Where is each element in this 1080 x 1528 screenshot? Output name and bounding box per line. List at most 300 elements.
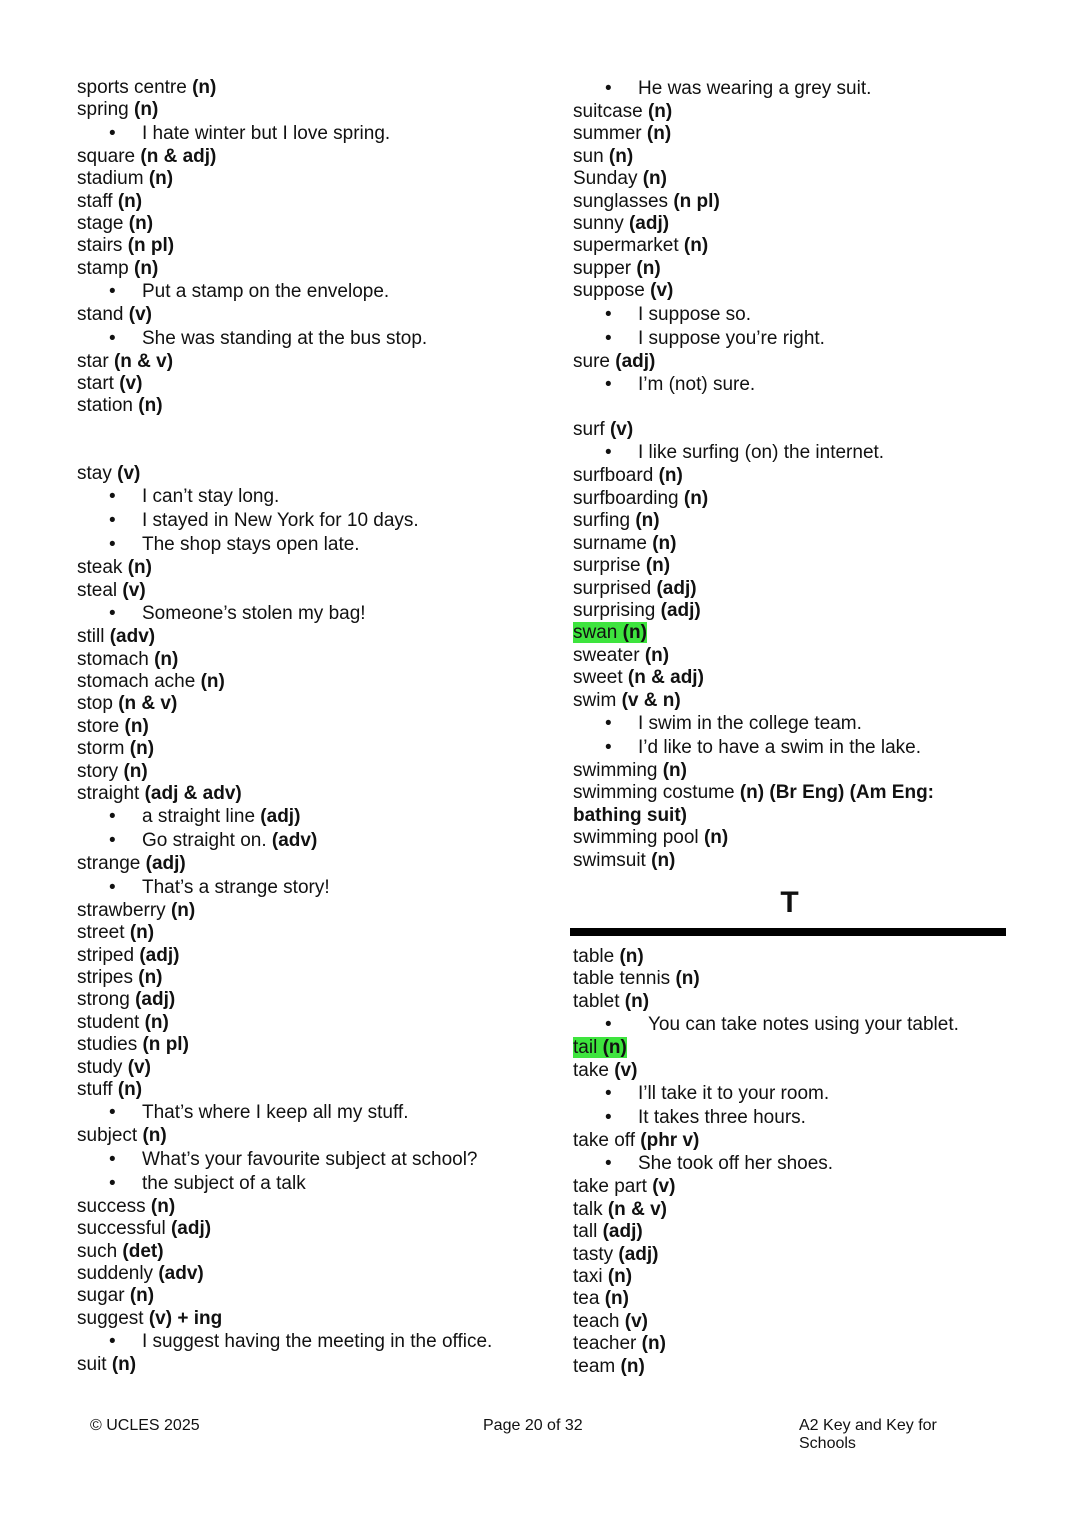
part-of-speech: (v)	[650, 280, 674, 302]
word-text	[573, 280, 673, 301]
word-text	[77, 649, 178, 670]
bullet-icon: •	[605, 1014, 612, 1036]
headword: store	[77, 715, 120, 737]
example-sentence	[77, 1172, 517, 1196]
example-sentence	[77, 509, 517, 533]
example-sentence	[573, 1152, 1013, 1176]
headword: study	[77, 1056, 123, 1078]
word-entry	[573, 667, 1013, 689]
word-text	[573, 168, 667, 189]
headword: stomach	[77, 648, 149, 670]
headword: staff	[77, 190, 113, 212]
bullet-icon: •	[605, 442, 612, 464]
word-entry	[77, 191, 517, 213]
bullet-icon: •	[109, 876, 116, 898]
example-text: I stayed in New York for 10 days.	[142, 510, 419, 532]
word-entry	[573, 1356, 1013, 1378]
part-of-speech: (n)	[148, 168, 174, 190]
part-of-speech: bathing suit)	[573, 804, 687, 826]
example-sentence	[77, 280, 517, 304]
headword: spring	[77, 99, 129, 121]
word-text	[573, 760, 687, 781]
word-entry	[77, 1285, 517, 1307]
word-text	[573, 645, 669, 666]
part-of-speech: (n) (Br Eng) (Am Eng:	[739, 782, 935, 804]
word-text	[573, 1356, 645, 1377]
example-sentence	[573, 1013, 1013, 1037]
headword: suit	[77, 1354, 107, 1376]
footer-copyright: © UCLES 2025	[90, 1417, 200, 1434]
word-text	[77, 1285, 154, 1306]
bullet-icon: •	[605, 736, 612, 758]
word-text	[77, 351, 173, 372]
headword: stuff	[77, 1079, 113, 1100]
word-text	[77, 716, 149, 737]
word-entry	[77, 395, 517, 417]
headword: subject	[77, 1125, 138, 1147]
part-of-speech: (n)	[608, 145, 634, 167]
word-entry	[573, 1037, 1013, 1059]
example-sentence	[573, 1082, 1013, 1106]
headword: stadium	[77, 168, 144, 190]
headword: strange	[77, 853, 141, 875]
word-entry	[573, 533, 1013, 555]
bullet-icon: •	[109, 486, 116, 508]
word-entry	[573, 465, 1013, 487]
headword: stripes	[77, 966, 133, 988]
word-text	[77, 191, 142, 212]
part-of-speech: (n)	[658, 465, 683, 487]
part-of-speech: (n & adj)	[627, 667, 704, 689]
bullet-icon: •	[109, 1148, 116, 1170]
example-sentence	[77, 485, 517, 509]
word-text	[573, 850, 675, 871]
word-text	[77, 1057, 151, 1078]
word-entry	[573, 760, 1013, 782]
example-text: I suppose so.	[638, 303, 752, 325]
example-sentence	[573, 77, 1013, 101]
word-text	[77, 761, 148, 782]
word-entry	[573, 1333, 1013, 1355]
part-of-speech: (n)	[646, 123, 672, 145]
headword: surprise	[573, 555, 641, 577]
part-of-speech: (n)	[142, 1125, 167, 1147]
part-of-speech: (n & adj)	[140, 145, 217, 167]
example-text: I swim in the college team.	[638, 712, 862, 734]
example-text: I’ll take it to your room.	[638, 1083, 830, 1104]
part-of-speech: (n)	[662, 759, 687, 781]
word-text	[573, 782, 934, 803]
bullet-icon: •	[605, 303, 612, 325]
word-text	[573, 191, 720, 212]
part-of-speech: (n)	[123, 760, 148, 782]
headword: steal	[77, 579, 118, 601]
word-entry	[573, 101, 1013, 123]
part-of-speech: (adj)	[615, 350, 656, 372]
part-of-speech: (phr v)	[640, 1130, 700, 1151]
part-of-speech: (n)	[642, 168, 667, 190]
word-text	[77, 1034, 189, 1055]
word-entry	[77, 922, 517, 944]
headword: such	[77, 1240, 118, 1262]
bullet-icon: •	[109, 327, 116, 349]
word-text	[573, 555, 670, 576]
part-of-speech: (n)	[619, 945, 644, 967]
word-text	[77, 580, 146, 601]
word-entry	[573, 213, 1013, 235]
word-entry	[77, 463, 517, 485]
part-of-speech: (n)	[192, 77, 217, 98]
part-of-speech: (v)	[609, 419, 634, 441]
headword: swimsuit	[573, 849, 646, 871]
headword: tail	[573, 1037, 598, 1059]
headword: swimming costume	[573, 782, 735, 804]
example-text: Put a stamp on the envelope.	[142, 281, 390, 303]
word-entry	[77, 1079, 517, 1101]
example-sentence	[573, 736, 1013, 760]
word-entry	[77, 1125, 517, 1147]
example-sentence	[77, 1148, 517, 1172]
footer-title	[799, 1417, 999, 1453]
headword: tall	[573, 1221, 598, 1243]
word-entry	[77, 168, 517, 190]
part-of-speech: (n)	[170, 899, 196, 921]
word-entry	[77, 900, 517, 922]
example-text: She took off her shoes.	[638, 1153, 834, 1175]
headword: studies	[77, 1034, 138, 1056]
headword: storm	[77, 738, 125, 760]
part-of-speech: (v)	[652, 1176, 676, 1198]
word-text	[573, 968, 700, 989]
word-entry	[77, 146, 517, 168]
example-text: I can’t stay long.	[142, 486, 280, 508]
word-text	[77, 626, 155, 647]
headword: street	[77, 922, 125, 944]
headword: surfing	[573, 510, 631, 532]
word-entry	[77, 626, 517, 648]
part-of-speech: (adv)	[109, 626, 156, 648]
part-of-speech: (v)	[614, 1059, 638, 1081]
word-entry	[573, 146, 1013, 168]
word-text	[77, 945, 179, 966]
headword: sure	[573, 350, 610, 372]
headword: stop	[77, 693, 113, 715]
word-text	[573, 101, 672, 122]
headword: table tennis	[573, 968, 671, 990]
headword: stand	[77, 304, 124, 326]
part-of-speech: (n)	[607, 1266, 633, 1288]
word-text	[77, 989, 175, 1010]
word-entry	[573, 191, 1013, 213]
word-text	[573, 510, 660, 531]
headword: sports centre	[77, 77, 187, 98]
example-sentence	[77, 805, 517, 829]
section-letter: T	[780, 885, 799, 919]
part-of-speech: (v)	[128, 304, 152, 326]
part-of-speech: (n)	[134, 99, 159, 121]
part-of-speech: (v)	[624, 1310, 648, 1332]
example-sentence	[573, 441, 1013, 465]
word-text	[77, 146, 216, 167]
word-entry	[573, 1130, 1013, 1152]
word-text	[77, 922, 154, 943]
word-entry	[573, 168, 1013, 190]
headword: swim	[573, 689, 617, 711]
word-text	[573, 235, 708, 256]
word-text	[77, 304, 152, 325]
part-of-speech: (n pl)	[127, 235, 175, 257]
part-of-speech: (n & v)	[607, 1198, 667, 1220]
word-text	[573, 488, 708, 509]
headword: student	[77, 1011, 140, 1033]
word-text	[573, 946, 644, 967]
footer-title-line1: A2 Key and Key for	[799, 1417, 937, 1434]
word-text	[77, 373, 142, 394]
word-text	[77, 1308, 222, 1329]
part-of-speech: (n)	[635, 510, 660, 532]
word-entry	[573, 510, 1013, 532]
part-of-speech: (n)	[644, 644, 670, 666]
bullet-icon: •	[109, 510, 116, 532]
bullet-icon: •	[605, 374, 612, 396]
word-entry	[77, 258, 517, 280]
section-divider	[570, 928, 1006, 936]
word-entry	[573, 235, 1013, 257]
example-sentence	[77, 876, 517, 900]
word-text	[573, 1176, 675, 1197]
bullet-icon: •	[109, 603, 116, 625]
word-entry	[77, 1263, 517, 1285]
bullet-icon: •	[109, 534, 116, 556]
word-text	[77, 463, 140, 484]
example-text: I hate winter but I love spring.	[142, 122, 391, 144]
part-of-speech: (n)	[128, 213, 154, 235]
word-entry	[573, 600, 1013, 622]
example-sentence	[573, 712, 1013, 736]
part-of-speech: (n)	[117, 1079, 143, 1100]
bullet-icon: •	[109, 281, 116, 303]
part-of-speech: (adj)	[602, 1221, 643, 1243]
footer-page-number: Page 20 of 32	[483, 1417, 583, 1434]
word-entry	[573, 555, 1013, 577]
headword: stay	[77, 462, 112, 484]
headword: tasty	[573, 1243, 614, 1265]
word-text	[573, 805, 687, 826]
bullet-icon: •	[109, 1172, 116, 1194]
word-text	[573, 258, 661, 279]
headword: take off	[573, 1130, 635, 1151]
example-sentence	[77, 122, 517, 146]
part-of-speech: (n pl)	[673, 190, 720, 212]
part-of-speech: (n)	[675, 968, 700, 990]
part-of-speech: (det)	[122, 1240, 164, 1262]
word-entry	[77, 557, 517, 579]
headword: square	[77, 145, 136, 167]
part-of-speech: (n)	[134, 257, 159, 279]
word-text	[77, 967, 163, 988]
headword: team	[573, 1355, 616, 1377]
word-entry	[77, 580, 517, 602]
word-entry	[77, 853, 517, 875]
bullet-icon: •	[605, 1153, 612, 1175]
word-entry	[77, 213, 517, 235]
word-text	[77, 77, 216, 98]
example-sentence	[77, 1101, 517, 1125]
word-entry	[77, 1034, 517, 1056]
part-of-speech: (adv)	[158, 1263, 204, 1285]
part-of-speech: (n)	[624, 990, 650, 1012]
headword: surprised	[573, 577, 652, 599]
headword: summer	[573, 123, 642, 145]
word-text	[573, 1060, 637, 1081]
word-text	[77, 557, 152, 578]
part-of-speech: (n)	[200, 670, 225, 692]
word-entry	[77, 649, 517, 671]
headword: sunny	[573, 213, 624, 235]
word-entry	[77, 373, 517, 395]
word-entry	[77, 1012, 517, 1034]
headword: surfboarding	[573, 487, 679, 509]
headword: still	[77, 626, 105, 648]
word-entry	[573, 419, 1013, 441]
word-entry	[573, 351, 1013, 373]
headword: surfboard	[573, 465, 654, 487]
section-header	[573, 872, 1013, 946]
word-text	[77, 395, 163, 416]
headword: Sunday	[573, 168, 638, 190]
word-text	[77, 1125, 167, 1146]
word-entry	[77, 1218, 517, 1240]
word-text	[77, 213, 153, 234]
part-of-speech: (n)	[622, 622, 647, 644]
example-sentence	[573, 373, 1013, 397]
bullet-icon: •	[109, 1102, 116, 1124]
word-text	[573, 465, 683, 486]
bullet-icon: •	[109, 830, 116, 852]
spacer	[77, 418, 517, 463]
part-of-speech: (n)	[636, 257, 661, 279]
headword: sweet	[573, 667, 623, 689]
headword: star	[77, 350, 109, 372]
example-sentence	[77, 533, 517, 557]
part-of-speech: (v) + ing	[148, 1307, 223, 1329]
headword: take	[573, 1059, 609, 1081]
headword: surprising	[573, 599, 656, 621]
headword: steak	[77, 557, 123, 579]
headword: tea	[573, 1288, 600, 1310]
word-entry	[77, 783, 517, 805]
example-text: a straight line	[142, 806, 261, 828]
part-of-speech: (n)	[111, 1354, 137, 1376]
word-text	[573, 600, 701, 621]
word-entry	[77, 1308, 517, 1330]
headword: stairs	[77, 235, 123, 257]
right-word-column	[573, 77, 1013, 1378]
word-entry	[77, 738, 517, 760]
word-text	[573, 1288, 629, 1309]
word-text	[573, 351, 655, 372]
headword: start	[77, 373, 114, 395]
part-of-speech: (n)	[138, 395, 163, 417]
bullet-icon: •	[109, 122, 116, 144]
word-entry	[77, 945, 517, 967]
word-text	[77, 1263, 204, 1284]
part-of-speech: (adj)	[660, 599, 701, 621]
part-of-speech: (n)	[150, 1195, 176, 1217]
part-of-speech: (n)	[641, 1333, 666, 1355]
part-of-speech: (adj)	[618, 1243, 659, 1265]
example-text: It takes three hours.	[638, 1107, 806, 1128]
example-sentence	[573, 303, 1013, 327]
word-text	[77, 1196, 175, 1217]
word-entry	[77, 1196, 517, 1218]
word-entry	[573, 622, 1013, 644]
word-text	[573, 1199, 667, 1220]
word-entry	[77, 967, 517, 989]
example-text: Go straight on.	[142, 830, 272, 852]
bullet-icon: •	[605, 1107, 612, 1128]
headword: supper	[573, 257, 632, 279]
headword: sunglasses	[573, 190, 669, 212]
word-text	[573, 991, 649, 1012]
word-entry	[573, 850, 1013, 872]
word-entry	[573, 805, 1013, 827]
headword: take part	[573, 1176, 647, 1198]
example-text: I like surfing (on) the internet.	[638, 442, 885, 464]
word-entry	[573, 123, 1013, 145]
example-sentence	[77, 829, 517, 853]
part-of-speech: (n)	[652, 532, 677, 554]
word-entry	[573, 1199, 1013, 1221]
word-entry	[573, 1060, 1013, 1082]
part-of-speech: (n)	[144, 1011, 169, 1033]
word-entry	[573, 968, 1013, 990]
word-text	[77, 1218, 211, 1239]
word-text	[573, 123, 671, 144]
headword: straight	[77, 782, 145, 804]
example-sentence	[77, 1330, 517, 1354]
part-of-speech: (n)	[117, 190, 143, 212]
word-entry	[77, 761, 517, 783]
headword: sweater	[573, 644, 640, 666]
example-part-of-speech: (adj)	[260, 806, 301, 828]
headword: surf	[573, 419, 605, 441]
headword: suppose	[573, 280, 645, 302]
word-text	[573, 213, 669, 234]
word-text	[573, 667, 704, 688]
part-of-speech: (adj)	[656, 577, 697, 599]
headword: taxi	[573, 1266, 603, 1288]
word-text	[573, 690, 681, 711]
headword: talk	[573, 1198, 603, 1220]
part-of-speech: (n)	[129, 922, 155, 944]
headword: strong	[77, 989, 130, 1011]
footer-title-line2: Schools	[799, 1435, 856, 1452]
word-entry	[573, 1244, 1013, 1266]
word-entry	[573, 946, 1013, 968]
word-text	[573, 1221, 643, 1242]
example-text: That’s where I keep all my stuff.	[142, 1102, 409, 1124]
bullet-icon: •	[605, 1083, 612, 1104]
part-of-speech: (n)	[645, 555, 671, 577]
word-text	[573, 1130, 699, 1151]
word-entry	[573, 827, 1013, 849]
example-sentence	[573, 327, 1013, 351]
word-entry	[77, 989, 517, 1011]
word-text	[573, 1333, 666, 1354]
headword: stage	[77, 213, 124, 235]
example-text: He was wearing a grey suit.	[638, 78, 872, 99]
